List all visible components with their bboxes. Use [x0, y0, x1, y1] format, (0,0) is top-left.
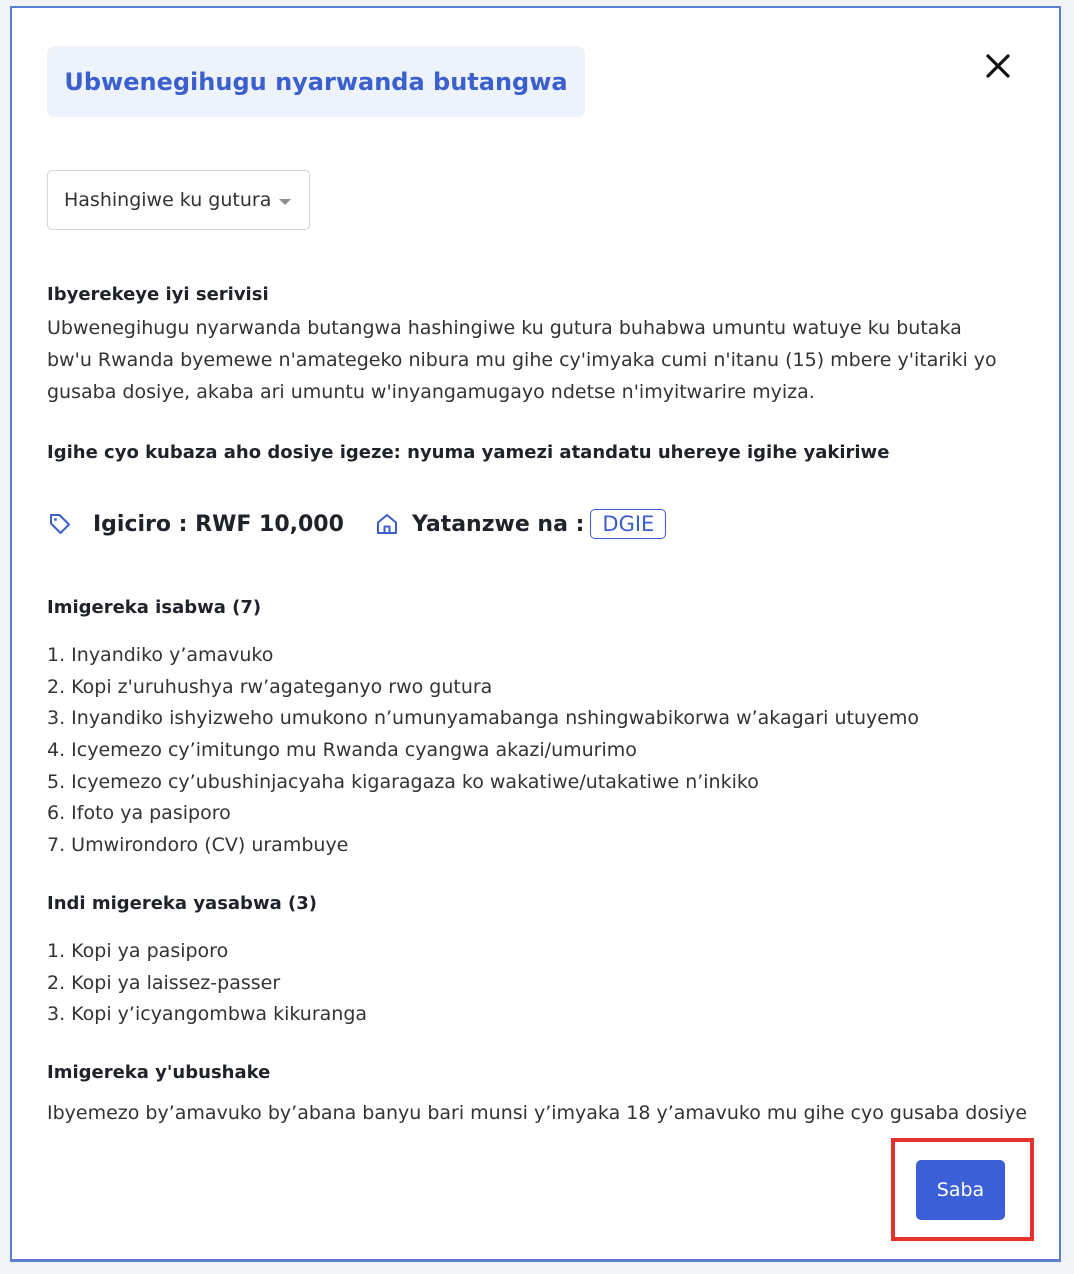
- list-item: 2. Kopi z'uruhushya rw’agateganyo rwo gutura: [47, 675, 493, 698]
- price-tag-icon: [47, 511, 73, 537]
- service-modal: [10, 6, 1061, 1262]
- list-item: 1. Kopi ya pasiporo: [47, 940, 229, 962]
- modal-title: Ubwenegihugu nyarwanda butangwa: [64, 67, 568, 96]
- other-docs-heading: Indi migereka yasabwa (3): [47, 893, 317, 914]
- other-docs-list: [47, 936, 367, 1031]
- list-item: 1. Inyandiko y’amavuko: [47, 644, 274, 666]
- apply-button[interactable]: Saba: [916, 1160, 1005, 1220]
- required-docs-heading: Imigereka isabwa (7): [47, 597, 262, 618]
- modal-title-container: [47, 46, 585, 117]
- list-item: 4. Icyemezo cy’imitungo mu Rwanda cyangwa akazi/umurimo: [47, 739, 637, 762]
- close-icon: [985, 53, 1011, 79]
- service-meta: [47, 506, 666, 542]
- institution-icon: [374, 511, 400, 537]
- optional-docs-heading: Imigereka y'ubushake: [47, 1062, 271, 1083]
- required-docs-list: [47, 640, 919, 862]
- close-button[interactable]: [982, 50, 1014, 82]
- list-item: 2. Kopi ya laissez-passer: [47, 971, 281, 994]
- criteria-select-value: Hashingiwe ku gutura: [64, 189, 272, 211]
- list-item: 6. Ifoto ya pasiporo: [47, 802, 231, 825]
- processing-time: Igihe cyo kubaza aho dosiye igeze: nyuma yamezi atandatu uhereye igihe yakiriwe: [47, 442, 890, 463]
- list-item: 5. Icyemezo cy’ubushinjacyaha kigaragaza ko wakatiwe/utakatiwe n’inkiko: [47, 770, 759, 793]
- list-item: 3. Kopi y’icyangombwa kikuranga: [47, 1003, 368, 1026]
- optional-docs-text: Ibyemezo by’amavuko by’abana banyu bari munsi y’imyaka 18 y’amavuko mu gihe cyo gusaba dosiye: [47, 1102, 1028, 1124]
- criteria-select[interactable]: [47, 170, 310, 230]
- chevron-down-icon: [279, 199, 291, 205]
- provider-badge: DGIE: [590, 509, 666, 539]
- about-text: Ubwenegihugu nyarwanda butangwa hashingiwe ku gutura buhabwa umuntu watuye ku butaka bw'u Rwanda byemewe n'amategeko nibura mu gihe cy'imyaka cumi n'itanu (15) mbere y'itariki yo gusaba dosiye, akaba ari umuntu w'inyangamugayo ndetse n'imyitwarire myiza.: [47, 317, 997, 403]
- price-label: Igiciro : RWF 10,000: [93, 511, 344, 537]
- list-item: 3. Inyandiko ishyizweho umukono n’umunyamabanga nshingwabikorwa w’akagari utuyemo: [47, 707, 920, 730]
- provider-label: Yatanzwe na :: [411, 511, 585, 537]
- about-heading: Ibyerekeye iyi serivisi: [47, 284, 269, 305]
- list-item: 7. Umwirondoro (CV) urambuye: [47, 834, 349, 857]
